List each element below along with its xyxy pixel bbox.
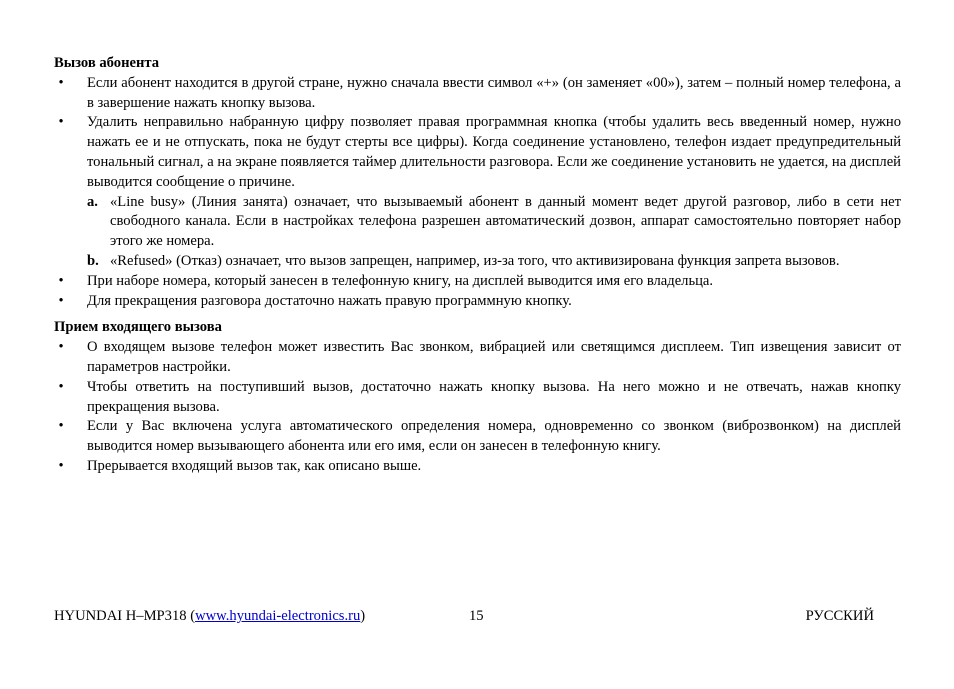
sub-list-item <box>87 193 901 252</box>
sub-item-marker: a. <box>87 193 98 210</box>
list-item-text: Прерывается входящий вызов так, как описано выше. <box>87 457 422 474</box>
bullet-icon: • <box>58 292 64 309</box>
list-item <box>54 378 901 418</box>
list-item <box>54 417 901 457</box>
section-heading-outgoing-call: Вызов абонента <box>54 55 160 71</box>
list-item <box>54 113 901 271</box>
incoming-call-list <box>54 338 901 477</box>
page-number: 15 <box>469 608 484 624</box>
bullet-icon: • <box>58 457 64 474</box>
footer-language: РУССКИЙ <box>805 608 874 624</box>
footer-model-name: HYUNDAI H–MP318 ( <box>54 608 196 624</box>
website-link[interactable]: www.hyundai-electronics.ru <box>195 608 361 624</box>
section-heading-incoming-call: Прием входящего вызова <box>54 319 222 336</box>
list-item-text: О входящем вызове телефон может известить Вас звонком, вибрацией или светящимся дисплеем. Тип извещения зависит от параметров настройки. <box>87 339 901 375</box>
bullet-icon: • <box>58 418 64 435</box>
error-message-list <box>87 193 901 272</box>
list-item-text: Чтобы ответить на поступивший вызов, достаточно нажать кнопку вызова. На него можно и не отвечать, нажав кнопку прекращения вызова. <box>87 378 901 415</box>
sub-list-item <box>87 252 901 272</box>
bullet-icon: • <box>58 378 64 395</box>
page-footer <box>54 606 874 626</box>
list-item <box>54 338 901 378</box>
bullet-icon: • <box>58 114 64 131</box>
list-item-text: Если абонент находится в другой стране, нужно сначала ввести символ «+» (он заменяет «00»), затем – полный номер телефона, а в завершение нажать кнопку вызова. <box>87 74 901 111</box>
list-item-text: Если у Вас включена услуга автоматического определения номера, одновременно со звонком (виброзвонком) на дисплей выводится номер вызывающего абонента или его имя, если он занесен в телефонную книгу. <box>87 418 901 455</box>
list-item <box>54 272 901 292</box>
footer-model <box>54 606 365 626</box>
list-item <box>54 457 901 477</box>
list-item-text: При наборе номера, который занесен в телефонную книгу, на дисплей выводится имя его владельца. <box>87 272 714 289</box>
bullet-icon: • <box>58 74 64 91</box>
sub-item-text: «Line busy» (Линия занята) означает, что вызываемый абонент в данный момент ведет другой разговор, либо в сети нет свободного канала. Если в настройках телефона разрешен автоматический дозвон, аппарат самостоятельно повторяет набор этого же номера. <box>110 193 901 250</box>
sub-item-marker: b. <box>87 252 99 269</box>
list-item <box>54 74 901 114</box>
list-item-text: Для прекращения разговора достаточно нажать правую программную кнопку. <box>87 292 572 309</box>
bullet-icon: • <box>58 272 64 289</box>
list-item <box>54 292 901 312</box>
footer-model-close: ) <box>360 608 366 624</box>
manual-page-content <box>54 54 901 477</box>
list-item-text: Удалить неправильно набранную цифру позволяет правая программная кнопка (чтобы удалить весь введенный номер, нужно нажать ее и не отпускать, пока не будут стерты все цифры). Когда соединение установлено, телефон издает предупредительный тональный сигнал, а на экране появляется таймер длительности разговора. Если же соединение установить не удается, на дисплей выводится сообщение о причине. <box>87 114 901 190</box>
sub-item-text: «Refused» (Отказ) означает, что вызов запрещен, например, из-за того, что активизирована функция запрета вызовов. <box>110 252 840 269</box>
bullet-icon: • <box>58 339 64 356</box>
outgoing-call-list <box>54 74 901 312</box>
